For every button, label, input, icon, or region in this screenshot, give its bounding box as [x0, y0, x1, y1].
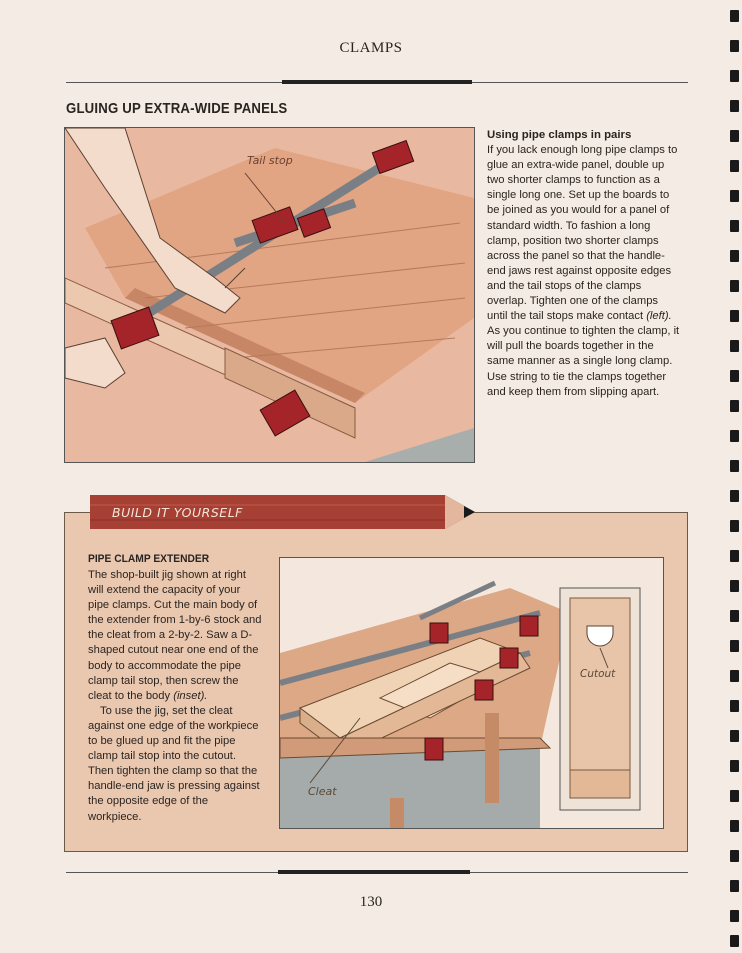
bottom-rule-accent — [278, 870, 470, 874]
tail-stop-label: Tail stop — [247, 154, 293, 167]
page-number: 130 — [359, 894, 383, 910]
cutout-label: Cutout — [580, 668, 616, 680]
sidebar-text — [88, 568, 264, 825]
sidebar-heading: PIPE CLAMP EXTENDER — [88, 553, 210, 565]
cleat-label: Cleat — [308, 785, 337, 798]
banner-label: BUILD IT YOURSELF — [112, 505, 243, 520]
running-head: CLAMPS — [339, 40, 403, 56]
extender-drawing — [280, 558, 663, 828]
caption-body-end: As you continue to tighten the clamp, it will pull the boards together in the same manner as a single long clamp. Use string to tie the clamps together and keep them from slipping apart. — [487, 325, 680, 398]
caption-body-ref: (left). — [646, 310, 672, 323]
caption-heading: Using pipe clamps in pairs — [487, 129, 632, 141]
pipe-clamps-illustration — [64, 127, 475, 463]
caption-body: If you lack enough long pipe clamps to glue an extra-wide panel, double up two shorter clamps to function as a single long one. Set up the boards to be joined as you would for a panel of standard width. To fashion a long clamp, position two shorter clamps across the panel so that the handle-end jaws rest against opposite edges and the tail stops of the clamps overlap. Tighten one of the clamps until the tail stops make contact — [487, 144, 678, 323]
caption-pipe-clamps — [487, 128, 681, 400]
top-rule-accent — [282, 80, 472, 84]
spiral-binding — [724, 0, 742, 953]
pipe-clamps-drawing — [65, 128, 474, 462]
sidebar-paragraph-1 — [88, 568, 264, 704]
para1-text: The shop-built jig shown at right will extend the capacity of your pipe clamps. Cut the main body of the extender from 1-by-6 stock and the cleat from a 2-by-2. Saw a D-shaped cutout near one end of the body to accommodate the pipe clamp tail stop, then screw the cleat to the body — [88, 569, 262, 702]
section-title: GLUING UP EXTRA-WIDE PANELS — [66, 100, 288, 117]
sidebar-paragraph-2: To use the jig, set the cleat against one edge of the workpiece to be glued up and fit the pipe clamp tail stop into the cutout. Then tighten the clamp so that the handle-end jaw is pressing against the opposite edge of the workpiece. — [88, 704, 260, 823]
para1-ref: (inset). — [173, 689, 208, 702]
